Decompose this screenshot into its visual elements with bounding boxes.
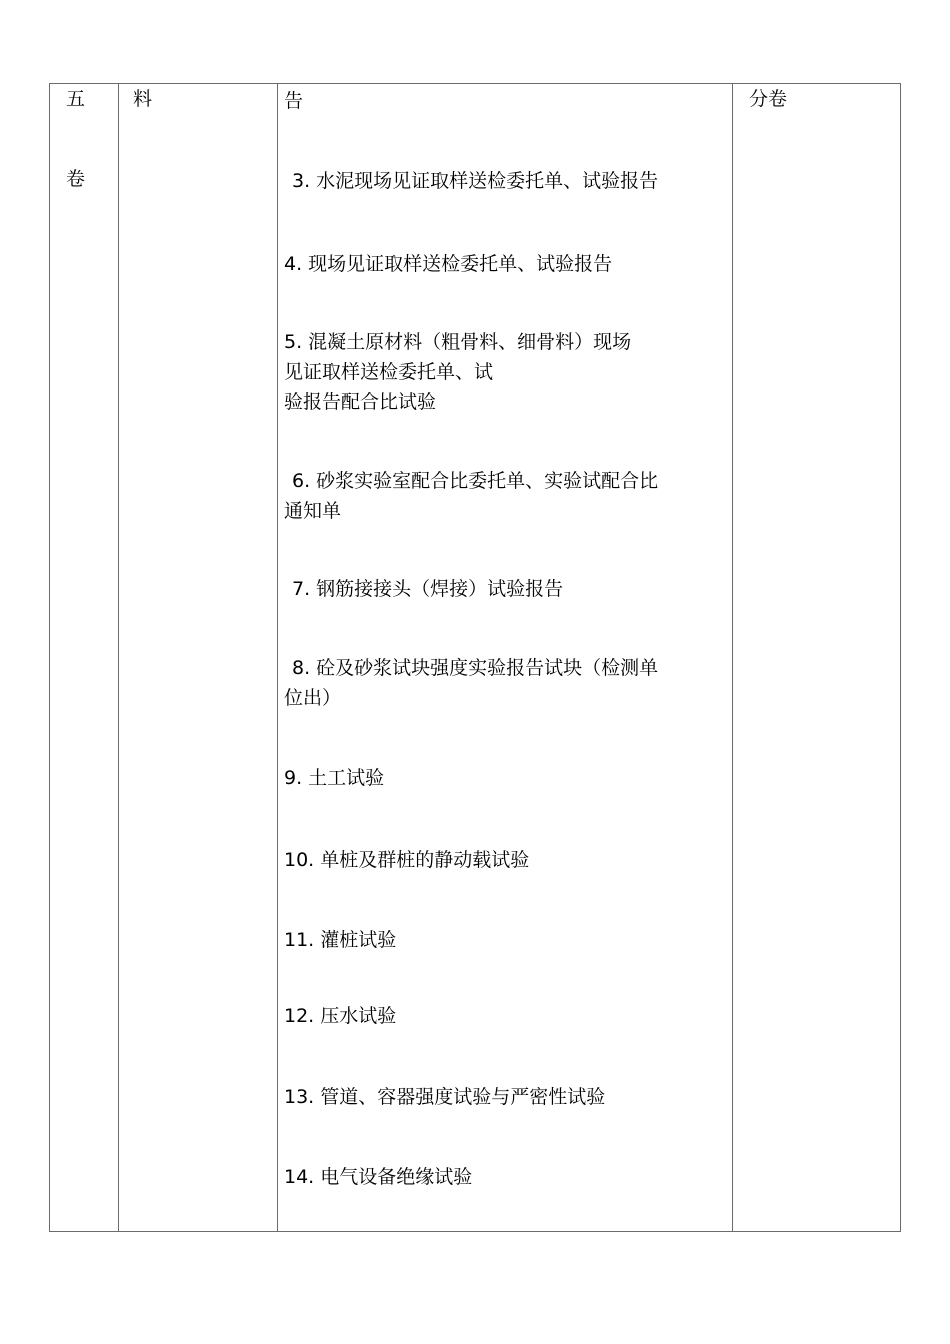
list-item-8-line-2: 位出） (284, 687, 342, 709)
list-item-5-line-2: 见证取样送检委托单、试 (284, 361, 494, 383)
document-table (49, 83, 901, 1232)
list-item-10: 10. 单桩及群桩的静动载试验 (284, 849, 530, 871)
column-divider-3 (732, 84, 733, 1231)
list-item-14: 14. 电气设备绝缘试验 (284, 1166, 473, 1188)
volume-number-char: 五 (66, 88, 86, 110)
sub-volume-label: 分卷 (749, 88, 788, 110)
list-item-6-line-2: 通知单 (284, 500, 342, 522)
list-item-6-line-1: 6. 砂浆实验室配合比委托单、实验试配合比 (292, 470, 659, 492)
report-label: 告 (284, 90, 304, 112)
column-divider-2 (277, 84, 278, 1231)
list-item-13: 13. 管道、容器强度试验与严密性试验 (284, 1086, 606, 1108)
list-item-5-line-1: 5. 混凝土原材料（粗骨料、细骨料）现场 (284, 331, 632, 353)
list-item-12: 12. 压水试验 (284, 1005, 397, 1027)
list-item-9: 9. 土工试验 (284, 767, 385, 789)
volume-label-char: 卷 (66, 168, 86, 190)
list-item-8-line-1: 8. 砼及砂浆试块强度实验报告试块（检测单 (292, 657, 659, 679)
list-item-3: 3. 水泥现场见证取样送检委托单、试验报告 (292, 170, 659, 192)
list-item-4: 4. 现场见证取样送检委托单、试验报告 (284, 253, 613, 275)
list-item-11: 11. 灌桩试验 (284, 929, 397, 951)
list-item-7: 7. 钢筋接接头（焊接）试验报告 (292, 578, 564, 600)
material-label: 料 (133, 88, 153, 110)
list-item-5-line-3: 验报告配合比试验 (284, 391, 437, 413)
column-divider-1 (118, 84, 119, 1231)
